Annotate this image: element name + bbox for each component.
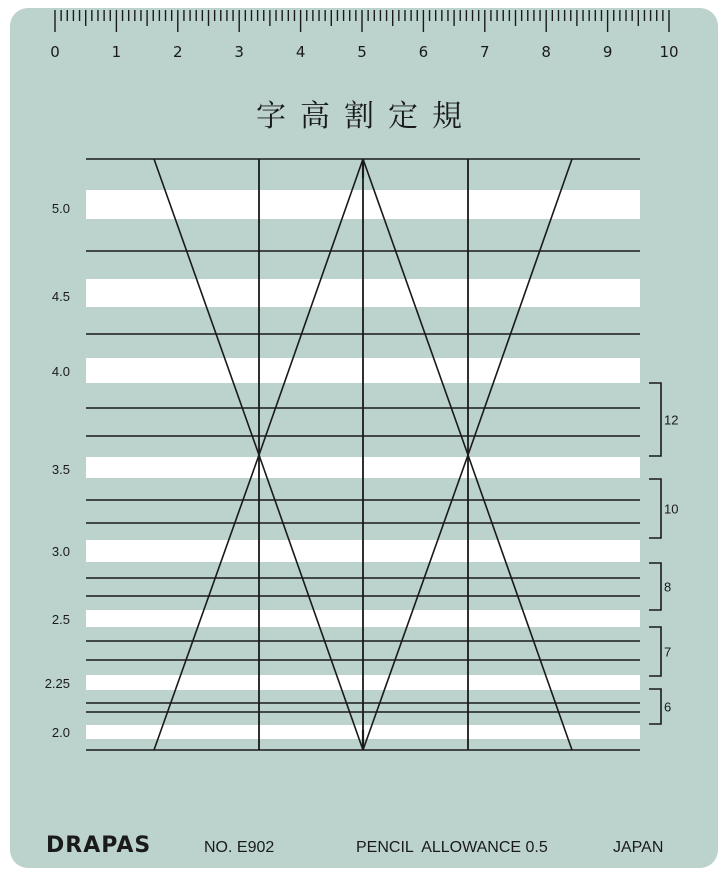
size-label: 2.0 [51,725,70,740]
ruler-number: 10 [659,43,679,61]
ruler-number: 0 [50,43,60,61]
ruler-number: 9 [602,43,613,61]
bracket [649,689,661,724]
ruler-number: 7 [480,43,490,61]
size-label: 3.0 [51,544,70,559]
bracket-groups [649,383,678,724]
size-label: 5.0 [51,201,70,216]
bracket [649,383,661,456]
bracket-label: 6 [664,699,672,715]
bracket-label: 12 [664,412,679,428]
bracket-label: 7 [664,644,672,660]
footer [46,833,663,858]
bracket-label: 8 [664,579,672,595]
ruler-number: 5 [357,43,367,61]
bracket [649,563,661,610]
bracket-label: 10 [664,501,679,517]
ruler-numbers [50,43,678,61]
ruler-number: 1 [111,43,122,61]
bracket [649,627,661,676]
size-label: 2.5 [51,612,70,627]
size-label: 4.0 [51,364,70,379]
brand-logo: DRAPAS [46,833,152,858]
ruler-number: 6 [418,43,429,61]
ruler-number: 3 [234,43,244,61]
ruler-number: 2 [173,43,183,61]
size-label: 3.5 [51,462,70,477]
size-label: 2.25 [44,676,70,691]
pencil-allowance: PENCIL ALLOWANCE 0.5 [356,839,548,856]
country-of-origin: JAPAN [613,839,664,856]
template-title: 字高割定規 [256,99,476,134]
ruler-number: 4 [295,43,306,61]
ruler-number: 8 [541,43,551,61]
vertical-guides [259,159,468,750]
size-labels [45,201,70,740]
ruler [50,10,678,61]
size-label: 4.5 [51,289,70,304]
ruler-ticks [55,10,669,32]
model-number: NO. E902 [204,839,275,856]
bracket [649,479,661,538]
